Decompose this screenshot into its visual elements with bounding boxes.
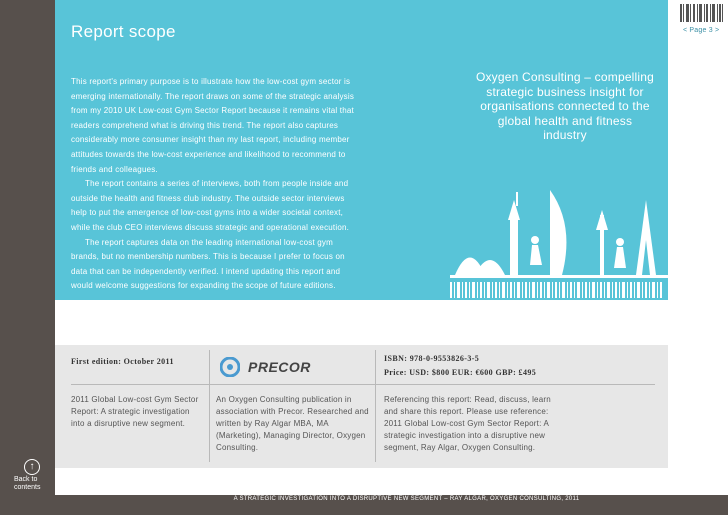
reference-text: Referencing this report: Read, discuss, learn and share this report. Please use reference: 2011 Global Low-cost Gym Sector Report: A strategic investigation into a disruptive new segment, Ray Algar, Oxygen Consulting. [384,395,551,452]
arrow-up-icon: ↑ [29,461,35,472]
header-panel [55,0,668,315]
precor-emblem-icon [220,357,240,377]
back-to-contents-button[interactable] [24,459,40,475]
divider [71,384,655,385]
report-page [55,0,668,495]
skyline-illustration [450,170,668,300]
paragraph: Currency. The United States dollar (USD) is used throughout this report. [71,305,340,315]
edition-heading: First edition: October 2011 [71,357,174,366]
footer [0,496,728,502]
back-to-contents-label[interactable]: Back to contents [14,476,41,491]
publication-credit-text: An Oxygen Consulting publication in association with Precor. Researched and written by Ray Algar MBA, MA (Marketing), Managing Director, Oxygen Consulting. [216,395,369,452]
precor-logo [220,357,311,377]
price: Price: USD: $800 EUR: €600 GBP: £495 [384,368,537,377]
side-strip [668,0,728,495]
footer-text: A STRATEGIC INVESTIGATION INTO A DISRUPTIVE NEW SEGMENT – RAY ALGAR, OXYGEN CONSULTING, 2011 [233,496,580,502]
divider [209,350,210,462]
report-title-text: 2011 Global Low-cost Gym Sector Report: A strategic investigation into a disruptive new segment. [71,395,199,428]
precor-wordmark: PRECOR [248,359,311,375]
body-text [71,75,361,319]
promo-text: Oxygen Consulting – compelling strategic business insight for organisations connected to the global health and fitness industry [475,70,655,142]
page-nav-label[interactable]: < Page 3 > [683,27,720,34]
isbn: ISBN: 978-0-9553826-3-5 [384,354,480,363]
divider [375,350,376,462]
barcode-icon [680,4,724,22]
paragraph: This report's primary purpose is to illustrate how the low-cost gym sector is emerging internationally. The report draws on some of the strategic analysis from my 2010 UK Low-cost Gym Sector Report because it remains vital that readers comprehend what is driving this trend. The report also captures considerably more consumer insight than my last report, including member attitudes towards the low-cost experience and likelihood to recommend to friends and colleagues. [71,77,355,174]
page-title: Report scope [71,22,176,41]
paragraph: The report contains a series of interviews, both from people inside and outside the health and fitness club industry. The outside sector interviews help to put the emergence of low-cost gyms into a wider societal context, while the club CEO interviews discuss strategic and operational execution. [71,179,350,232]
paragraph: The report captures data on the leading international low-cost gym brands, but no membership numbers. This is because I prefer to focus on data that can be independently verified. I intend updating this report and would welcome suggestions for expanding the scope of future editions. [71,237,345,291]
